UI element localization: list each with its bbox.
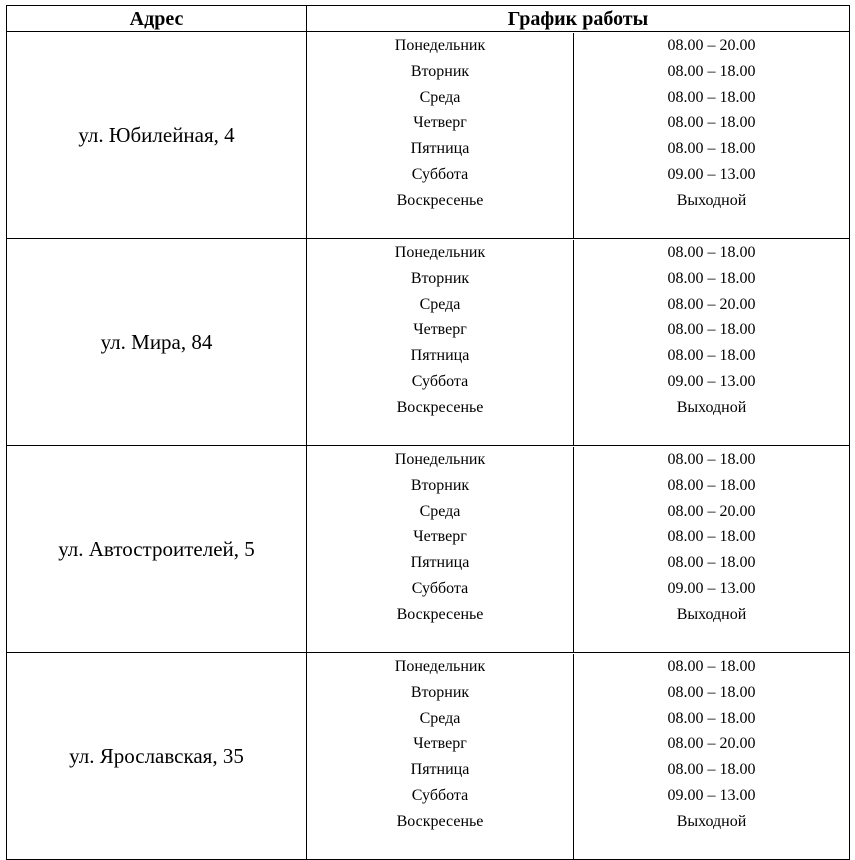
day-label: Суббота	[411, 165, 469, 183]
address-cell: ул. Автостроителей, 5	[7, 446, 307, 653]
time-value: 08.00 – 18.00	[667, 269, 756, 287]
day-label: Понедельник	[394, 658, 486, 675]
time-value: 08.00 – 18.00	[667, 658, 756, 675]
time-value: 08.00 – 20.00	[667, 37, 756, 54]
days-column	[307, 33, 573, 214]
time-value: 08.00 – 20.00	[667, 502, 756, 520]
times-column	[573, 654, 849, 860]
day-label: Пятница	[410, 140, 470, 158]
day-label: Суббота	[411, 579, 469, 597]
schedule-cell	[307, 653, 850, 860]
header-schedule: График работы	[307, 6, 850, 32]
day-label: Вторник	[410, 683, 470, 701]
days-column	[307, 654, 573, 835]
day-label: Воскресенье	[396, 191, 484, 209]
days-column	[307, 447, 573, 628]
day-label: Суббота	[411, 372, 469, 390]
table-row	[7, 446, 850, 653]
time-value: 08.00 – 18.00	[667, 114, 756, 132]
header-address: Адрес	[7, 6, 307, 32]
schedule-table	[6, 5, 850, 860]
time-value: Выходной	[676, 398, 747, 416]
schedule-cell	[307, 32, 850, 239]
day-label: Понедельник	[394, 244, 486, 261]
time-value: 08.00 – 18.00	[667, 244, 756, 261]
header-row	[7, 6, 850, 32]
day-label: Пятница	[410, 347, 470, 365]
address-cell: ул. Ярославская, 35	[7, 653, 307, 860]
day-label: Четверг	[413, 321, 467, 339]
day-label: Среда	[419, 502, 461, 520]
time-value: Выходной	[676, 812, 747, 830]
day-label: Среда	[419, 88, 461, 106]
day-label: Пятница	[410, 554, 470, 572]
table-row	[7, 653, 850, 860]
day-label: Четверг	[413, 114, 467, 132]
table-row	[7, 239, 850, 446]
address-cell: ул. Юбилейная, 4	[7, 32, 307, 239]
day-label: Воскресенье	[396, 605, 484, 623]
time-value: 08.00 – 18.00	[667, 451, 756, 468]
time-value: 09.00 – 13.00	[667, 372, 756, 390]
address-cell: ул. Мира, 84	[7, 239, 307, 446]
time-value: 08.00 – 18.00	[667, 321, 756, 339]
time-value: Выходной	[676, 191, 747, 209]
time-value: 08.00 – 18.00	[667, 709, 756, 727]
time-value: 09.00 – 13.00	[667, 786, 756, 804]
schedule-cell	[307, 239, 850, 446]
day-label: Воскресенье	[396, 812, 484, 830]
time-value: 08.00 – 18.00	[667, 683, 756, 701]
time-value: 08.00 – 18.00	[667, 140, 756, 158]
day-label: Воскресенье	[396, 398, 484, 416]
schedule-cell	[307, 446, 850, 653]
day-label: Понедельник	[394, 451, 486, 468]
table-row	[7, 32, 850, 239]
time-value: 08.00 – 20.00	[667, 735, 756, 753]
times-column	[573, 240, 849, 446]
schedule-columns	[307, 445, 849, 653]
day-label: Вторник	[410, 269, 470, 287]
day-label: Четверг	[413, 735, 467, 753]
time-value: 09.00 – 13.00	[667, 579, 756, 597]
time-value: 08.00 – 18.00	[667, 761, 756, 779]
day-label: Вторник	[410, 62, 470, 80]
time-value: 08.00 – 18.00	[667, 528, 756, 546]
schedule-columns	[307, 31, 849, 239]
day-label: Суббота	[411, 786, 469, 804]
day-label: Четверг	[413, 528, 467, 546]
days-column	[307, 240, 573, 421]
time-value: 08.00 – 20.00	[667, 295, 756, 313]
time-value: 08.00 – 18.00	[667, 347, 756, 365]
times-column	[573, 33, 849, 239]
time-value: 08.00 – 18.00	[667, 476, 756, 494]
day-label: Среда	[419, 709, 461, 727]
day-label: Понедельник	[394, 37, 486, 54]
time-value: 09.00 – 13.00	[667, 165, 756, 183]
table-body	[7, 32, 850, 860]
day-label: Пятница	[410, 761, 470, 779]
schedule-columns	[307, 238, 849, 446]
time-value: Выходной	[676, 605, 747, 623]
time-value: 08.00 – 18.00	[667, 88, 756, 106]
time-value: 08.00 – 18.00	[667, 62, 756, 80]
day-label: Среда	[419, 295, 461, 313]
day-label: Вторник	[410, 476, 470, 494]
schedule-columns	[307, 652, 849, 860]
time-value: 08.00 – 18.00	[667, 554, 756, 572]
times-column	[573, 447, 849, 653]
